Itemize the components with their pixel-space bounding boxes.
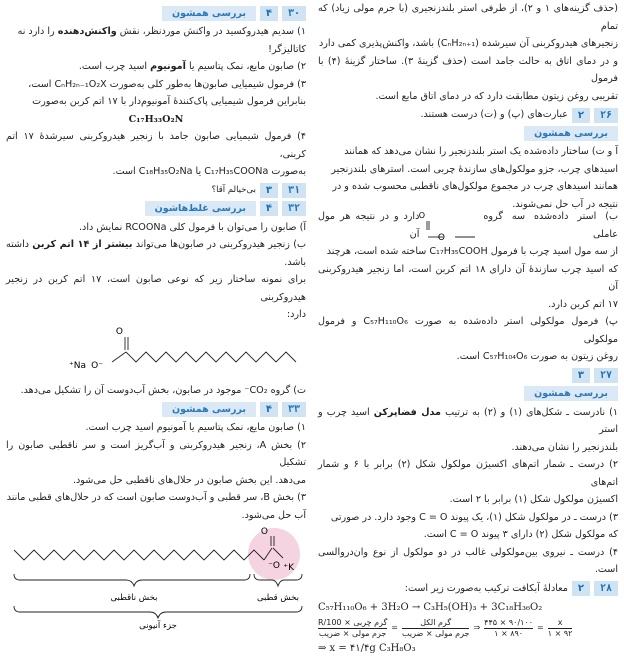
soap-diagram — [6, 524, 306, 631]
explanation-line: که مولکول شکل (۲) دارای ۳ پیوند C = O است. — [423, 529, 618, 540]
calculation-row — [318, 616, 618, 640]
ester-group-structure — [419, 211, 479, 243]
intro-line: تقریبی روغن زیتون مطابقت دارد که در دمای اتاق مایع است. — [375, 90, 618, 102]
fraction-numerator: گرم چربی × R/100 — [318, 617, 388, 627]
explanation-line: همانند اسیدهای چرب در مجموع مولکول‌های ناقطبی محسوب شده و در — [332, 181, 618, 192]
fraction-numerator: ۴۴۵ × ۹۰/۱۰۰ — [484, 617, 534, 627]
bold-term: آمونیوم — [150, 61, 186, 72]
explanation-line: برای نمونه ساختار زیر که نوعی صابون است، ۱۷ اتم کربن در زنجیر هیدروکربنی — [6, 274, 307, 303]
review-tag: بررسی همشون — [524, 386, 618, 401]
right-column — [318, 0, 618, 658]
answer-option: ۴ — [260, 6, 278, 21]
intro-line: زنجیرهای هیدروکربنی آن سیرشده (CₙH₂ₙ₊₁) باشد، واکنش‌پذیری کمی دارد — [318, 38, 618, 49]
question-number: ۲۷ — [594, 368, 618, 383]
review-tag: بررسی همشون — [162, 402, 256, 417]
fraction — [484, 618, 533, 639]
explanation-line: پ) فرمول مولکولی استر داده‌شده به صورت C₅₇H₁₁₀O₆ و فرمول مولکولی — [318, 316, 618, 345]
formula-line: C₁₇H₃₃O₂N — [128, 113, 184, 125]
question-number: ۳۱ — [282, 183, 306, 198]
text-part: ۱) سدیم هیدروکسید در واکنش موردنظر، نقش — [119, 26, 306, 37]
question-number: ۳۰ — [282, 6, 306, 21]
explanation-line: ۱۷ اتم کربن دارد. — [548, 298, 618, 310]
fraction-denominator: جرم مولی × ضریب — [318, 628, 387, 638]
answer-text: معادلهٔ آبکافت ترکیب به‌صورت زیر است: — [404, 582, 568, 594]
ester-group-line — [318, 213, 618, 243]
text-part: ب) زنجیر هیدروکربنی در صابون‌ها می‌تواند — [135, 239, 306, 250]
question-28-header — [318, 581, 618, 597]
explanation-line: بنابراین فرمول شیمیایی پاک‌کنندهٔ آمونیوم‌دار با ۱۷ اتم کربن به‌صورت — [32, 96, 306, 107]
anion-label: جزء آنیونی — [139, 621, 177, 631]
explanation-line: ۳) فرمول شیمیایی صابون‌ها به‌طور کلی به‌صورت CₙH₂ₙ₋₁O₂X است، — [28, 78, 306, 90]
question-number: ۳۲ — [282, 201, 306, 216]
text-part: اسید چرب و استر — [318, 406, 618, 435]
fraction — [318, 618, 387, 639]
answer-option: ۳ — [260, 183, 278, 198]
explanation-line: آب حل می‌شود. — [241, 509, 306, 521]
bold-term: مدل فضاپرکن — [373, 406, 441, 418]
equals-sign: = — [537, 623, 544, 632]
explanation-line: ۴) درست ـ نیروی بین‌مولکولی غالب در دو مولکول از نوع وان‌دروالسی است. — [318, 546, 618, 575]
explanation-line: ۲) درست ـ شمار اتم‌های اکسیژن مولکول شکل (۲) برابر با ۶ و شمار اتم‌های — [318, 459, 619, 488]
explanation-line: اکسیژن مولکول شکل (۱) برابر با ۲ است. — [449, 494, 618, 505]
explanation-line — [6, 58, 306, 76]
potassium-ion: K⁺ — [283, 563, 294, 573]
equals-sign: = — [391, 623, 398, 632]
fraction-denominator: ۱ × ۸۹۰ — [494, 628, 524, 638]
fraction-denominator: جرم مولی × ضریب — [402, 628, 470, 638]
text-part: اسید چرب است. — [78, 61, 148, 72]
question-number: ۳۳ — [282, 402, 306, 417]
implies-arrow: ⇒ — [473, 623, 481, 632]
explanation-line: دارد و در نتیجه هر مول آن — [318, 211, 420, 240]
explanation-line: به‌صورت C₁₇H₃₅COONa یا C₁₈H₃₅O₂Na است. — [112, 166, 306, 177]
review-tag-row — [318, 125, 618, 141]
explanation-line: که اسید چرب سازندهٔ آن دارای ۱۸ اتم کربن است، اما زنجیر هیدروکربنی آن — [318, 263, 618, 292]
answer-option: ۳ — [572, 368, 590, 383]
intro-line: و در دمای اتاق به حالت جامد است (حذف گزینهٔ ۳). ساختار گزینهٔ (۴) با فرمول — [318, 55, 619, 84]
ester-oxygen: O — [438, 233, 446, 243]
carboxylate-oxygen: O⁻ — [268, 561, 280, 571]
review-tag: بررسی غلط‌هاشون — [145, 201, 256, 216]
fraction — [548, 618, 573, 639]
text-part: را دارد نه — [17, 26, 55, 37]
answer-option: ۲ — [572, 108, 590, 123]
polar-label: بخش قطبی — [256, 593, 300, 603]
explanation-line: ۳) درست ـ در مولکول شکل (۱)، یک پیوند C = O وجود دارد. در صورتی — [330, 511, 618, 523]
answer-option: ۴ — [260, 402, 278, 417]
carbonyl-oxygen: O — [260, 527, 268, 537]
explanation-line: ب) استر داده‌شده سه گروه عاملی — [483, 211, 618, 240]
carboxylate-oxygen: ⁻O — [91, 360, 103, 371]
explanation-line: ۱) صابون مایع، نمک پتاسیم یا آمونیوم اسید چرب است. — [85, 422, 306, 433]
nonpolar-label: بخش ناقطبی — [110, 593, 158, 603]
explanation-line: ۴) فرمول شیمیایی صابون جامد با زنجیر هیدروکربنی سیرشدهٔ ۱۷ اتم کربنی، — [6, 131, 306, 160]
answer-option: ۴ — [260, 201, 278, 216]
text-part: ۲) صابون مایع، نمک پتاسیم یا — [188, 61, 306, 72]
answer-option: ۲ — [572, 581, 590, 596]
bold-term: واکنش‌دهنده — [57, 26, 117, 37]
explanation-line — [6, 236, 306, 271]
text-part: ۱) نادرست ـ شکل‌های (۱) و (۲) به ترتیب — [445, 406, 618, 418]
explanation-line: می‌دهد. این بخش صابون در حلال‌های ناقطبی حل می‌شود. — [72, 474, 306, 486]
fraction-denominator: ۱ × ۹۲ — [547, 628, 573, 638]
carbonyl-oxygen: O — [419, 211, 426, 220]
anion-brace — [14, 606, 302, 618]
left-column — [6, 0, 307, 631]
explanation-line — [6, 23, 306, 41]
hydrocarbon-chain — [14, 550, 264, 560]
nonpolar-brace — [14, 574, 250, 586]
question-number: ۲۶ — [594, 108, 618, 123]
hydrocarbon-chain — [126, 352, 296, 362]
carbonyl-oxygen: O — [115, 326, 123, 337]
intro-line: (حذف گزینه‌های ۱ و ۲)، از طرفی استر بلندزنجیری (با جرم مولی زیاد) که تمام — [318, 3, 618, 32]
explanation-line: اسیدهای چرب، جزو مولکول‌های سازندهٔ چربی است. استرهای بلندزنجیر — [331, 163, 618, 175]
soap-structure — [6, 324, 306, 382]
question-31-header — [6, 183, 306, 199]
question-27-header — [318, 368, 618, 384]
bold-term: بیشتر از ۱۴ اتم کربن — [32, 239, 133, 250]
explanation-line: کاتالیزگر! — [268, 43, 306, 55]
explanation-line: نتیجه در آب حل نمی‌شوند. — [512, 198, 618, 210]
explanation-line — [318, 404, 618, 439]
explanation-line: بلندزنجیر را نشان می‌دهند. — [511, 441, 618, 453]
explanation-line: از سه مول اسید چرب با فرمول C₁₇H₃₅COOH ساخته شده است، هرچند — [326, 246, 618, 257]
answer-text: عبارت‌های (پ) و (ت) درست هستند. — [420, 109, 568, 121]
explanation-line: روغن زیتون به صورت C₅₇H₁₀₄O₆ است. — [456, 351, 618, 362]
review-tag: بررسی همشون — [162, 6, 256, 21]
explanation-line: ۳) بخش B، سر قطبی و آب‌دوست صابون است که در حلال‌های قطبی مانند — [6, 492, 306, 503]
text-part: داشته باشد. — [6, 239, 306, 268]
fraction-numerator: x — [548, 618, 573, 629]
explanation-line: دارد: — [286, 309, 306, 320]
review-tag: بررسی همشون — [524, 126, 618, 141]
explanation-line: ت) گروه CO₂⁻ موجود در صابون، بخش آب‌دوست آن را تشکیل می‌دهد. — [20, 384, 306, 396]
final-result: ⇒ x = ۴۱/۴g C₃H₈O₃ — [318, 643, 416, 654]
reaction-equation: C₅₇H₁₁₀O₆ + 3H₂O → C₃H₅(OH)₃ + 3C₁₈H₃₆O₂ — [318, 601, 543, 613]
fraction-numerator: گرم الکل — [402, 618, 469, 629]
question-26-header — [318, 107, 618, 123]
question-33-header — [6, 401, 306, 417]
explanation-line: ۲) بخش A، زنجیر هیدروکربنی و آب‌گریز است و سر ناقطبی صابون را تشکیل — [6, 439, 307, 468]
explanation-line: آ و ت) ساختار داده‌شده یک استر بلندزنجیر را نشان می‌دهد که همانند — [344, 146, 618, 157]
review-tag-row — [318, 386, 618, 402]
answer-text: بی‌خیالم آقا؟ — [211, 184, 256, 195]
question-30-header — [6, 5, 306, 21]
question-number: ۲۸ — [594, 581, 618, 596]
question-32-header — [6, 201, 306, 217]
explanation-line: آ) صابون را می‌توان با فرمول کلی RCOONa نمایش داد. — [79, 221, 306, 233]
fraction — [402, 618, 469, 639]
sodium-ion: Na⁺ — [68, 360, 86, 371]
